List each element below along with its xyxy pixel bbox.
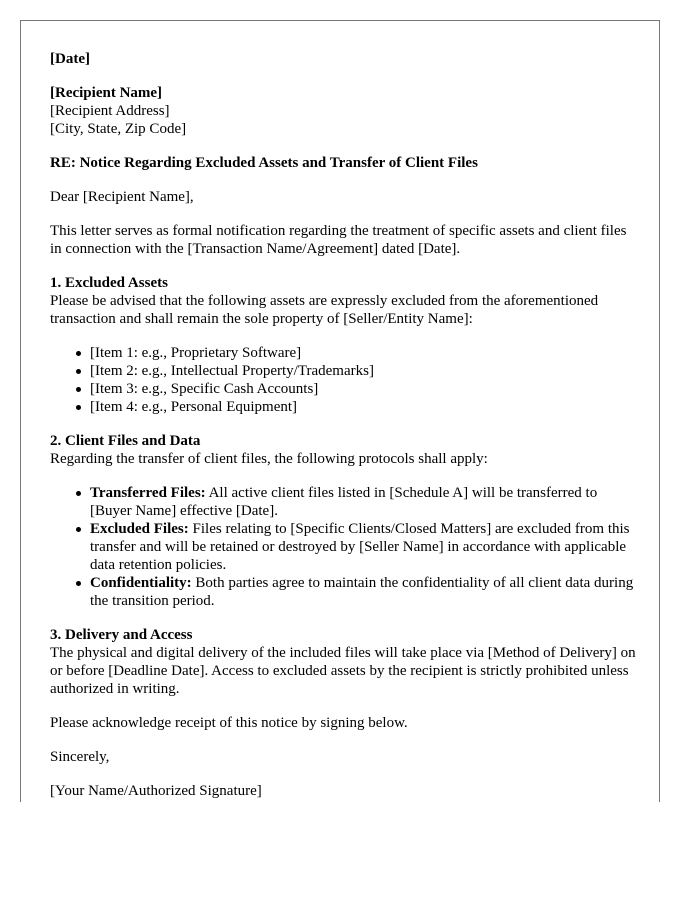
section-text: Please be advised that the following assets are expressly excluded from the aforementioned transaction and shall remain the sole property of [Seller/Entity Name]: <box>50 293 599 327</box>
item-label: Excluded Files: <box>90 521 189 537</box>
client-files-list <box>50 484 640 610</box>
recipient-city-state-zip: [City, State, Zip Code] <box>50 121 187 137</box>
letter-content <box>50 50 640 800</box>
list-item: [Item 2: e.g., Intellectual Property/Trademarks] <box>90 362 640 380</box>
item-text: Files relating to [Specific Clients/Closed Matters] are excluded from this transfer and will be retained or destroyed by [Seller Name] in accordance with applicable data retention policies. <box>90 521 630 573</box>
list-item: [Item 1: e.g., Proprietary Software] <box>90 344 640 362</box>
closing: Sincerely, <box>50 749 110 765</box>
letter-page <box>20 20 660 802</box>
section-client-files <box>50 432 640 468</box>
salutation: Dear [Recipient Name], <box>50 189 194 205</box>
acknowledge-paragraph: Please acknowledge receipt of this notice by signing below. <box>50 715 408 731</box>
list-item <box>90 484 640 520</box>
section-excluded-assets <box>50 274 640 328</box>
recipient-address: [Recipient Address] <box>50 103 170 119</box>
list-item: [Item 3: e.g., Specific Cash Accounts] <box>90 380 640 398</box>
list-item: [Item 4: e.g., Personal Equipment] <box>90 398 640 416</box>
list-item <box>90 520 640 574</box>
section-delivery-access <box>50 626 640 698</box>
section-heading: 2. Client Files and Data <box>50 433 201 449</box>
section-heading: 1. Excluded Assets <box>50 275 168 291</box>
signature-line: [Your Name/Authorized Signature] <box>50 783 262 799</box>
item-text: All active client files listed in [Schedule A] will be transferred to [Buyer Name] effective [Date]. <box>90 485 598 519</box>
item-label: Confidentiality: <box>90 575 192 591</box>
section-heading: 3. Delivery and Access <box>50 627 193 643</box>
section-text: The physical and digital delivery of the included files will take place via [Method of Delivery] on or before [Deadline Date]. Access to excluded assets by the recipient is strictly prohibited unless authorized in writing. <box>50 645 636 697</box>
item-label: Transferred Files: <box>90 485 206 501</box>
recipient-block <box>50 84 640 138</box>
subject-line: RE: Notice Regarding Excluded Assets and Transfer of Client Files <box>50 155 478 171</box>
list-item <box>90 574 640 610</box>
letter-date: [Date] <box>50 51 90 67</box>
recipient-name: [Recipient Name] <box>50 85 163 101</box>
intro-paragraph: This letter serves as formal notification regarding the treatment of specific assets and client files in connection with the [Transaction Name/Agreement] dated [Date]. <box>50 223 627 257</box>
item-text: Both parties agree to maintain the confidentiality of all client data during the transition period. <box>90 575 634 609</box>
section-text: Regarding the transfer of client files, the following protocols shall apply: <box>50 451 488 467</box>
excluded-assets-list <box>50 344 640 416</box>
